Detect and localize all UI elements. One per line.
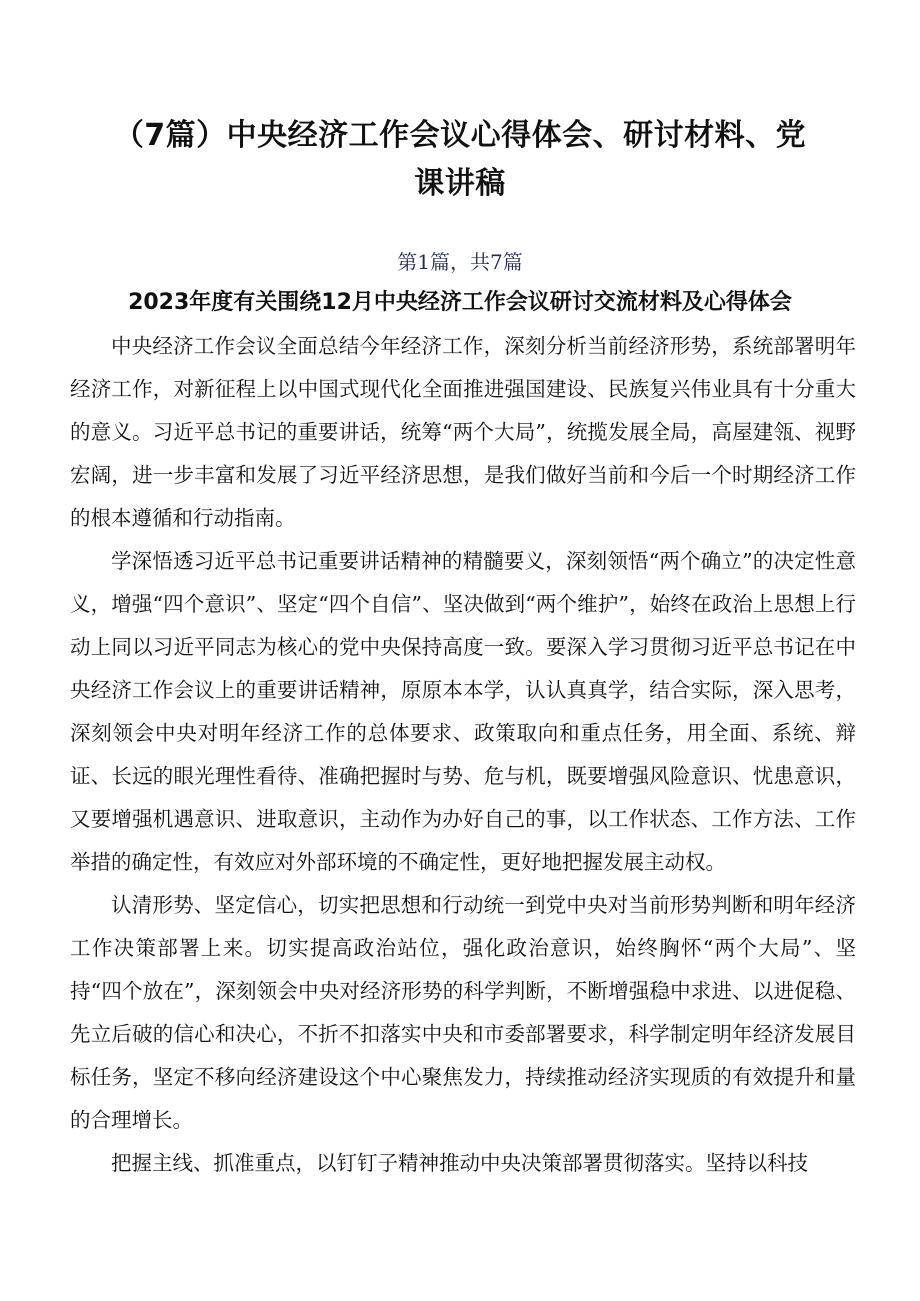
body-paragraph: 认清形势、坚定信心，切实把思想和行动统一到党中央对当前形势判断和明年经济工作决策部署上来。切实提高政治站位，强化政治意识，始终胸怀“两个大局”、坚持“四个放在”，深刻领会中央对经济形势的科学判断，不断增强稳中求进、以进促稳、先立后破的信心和决心，不折不扣落实中央和市委部署要求，科学制定明年经济发展目标任务，坚定不移向经济建设这个中心聚焦发力，持续推动经济实现质的有效提升和量的合理增长。 xyxy=(70,893,856,1132)
body-paragraph: 中央经济工作会议全面总结今年经济工作，深刻分析当前经济形势，系统部署明年经济工作，对新征程上以中国式现代化全面推进强国建设、民族复兴伟业具有十分重大的意义。习近平总书记的重要讲话，统筹“两个大局”，统揽发展全局，高屋建瓴、视野宏阔，进一步丰富和发展了习近平经济思想，是我们做好当前和今后一个时期经济工作的根本遵循和行动指南。 xyxy=(70,334,856,530)
body-paragraph: 学深悟透习近平总书记重要讲话精神的精髓要义，深刻领悟“两个确立”的决定性意义，增强“四个意识”、坚定“四个自信”、坚决做到“两个维护”，始终在政治上思想上行动上同以习近平同志为核心的党中央保持高度一致。要深入学习贯彻习近平总书记在中央经济工作会议上的重要讲话精神，原原本本学，认认真真学，结合实际，深入思考，深刻领会中央对明年经济工作的总体要求、政策取向和重点任务，用全面、系统、辩证、长远的眼光理性看待、准确把握时与势、危与机，既要增强风险意识、忧患意识，又要增强机遇意识、进取意识，主动作为办好自己的事，以工作状态、工作方法、工作举措的确定性，有效应对外部环境的不确定性，更好地把握发展主动权。 xyxy=(70,549,856,874)
body-paragraph: 把握主线、抓准重点，以钉钉子精神推动中央决策部署贯彻落实。坚持以科技 xyxy=(111,1151,808,1175)
section-title: 2023年度有关围绕12月中央经济工作会议研讨交流材料及心得体会 xyxy=(128,290,792,315)
part-label: 第1篇，共7篇 xyxy=(397,250,523,274)
document-title: （7篇）中央经济工作会议心得体会、研讨材料、党课讲稿 xyxy=(113,118,807,201)
document-body xyxy=(70,325,856,1185)
